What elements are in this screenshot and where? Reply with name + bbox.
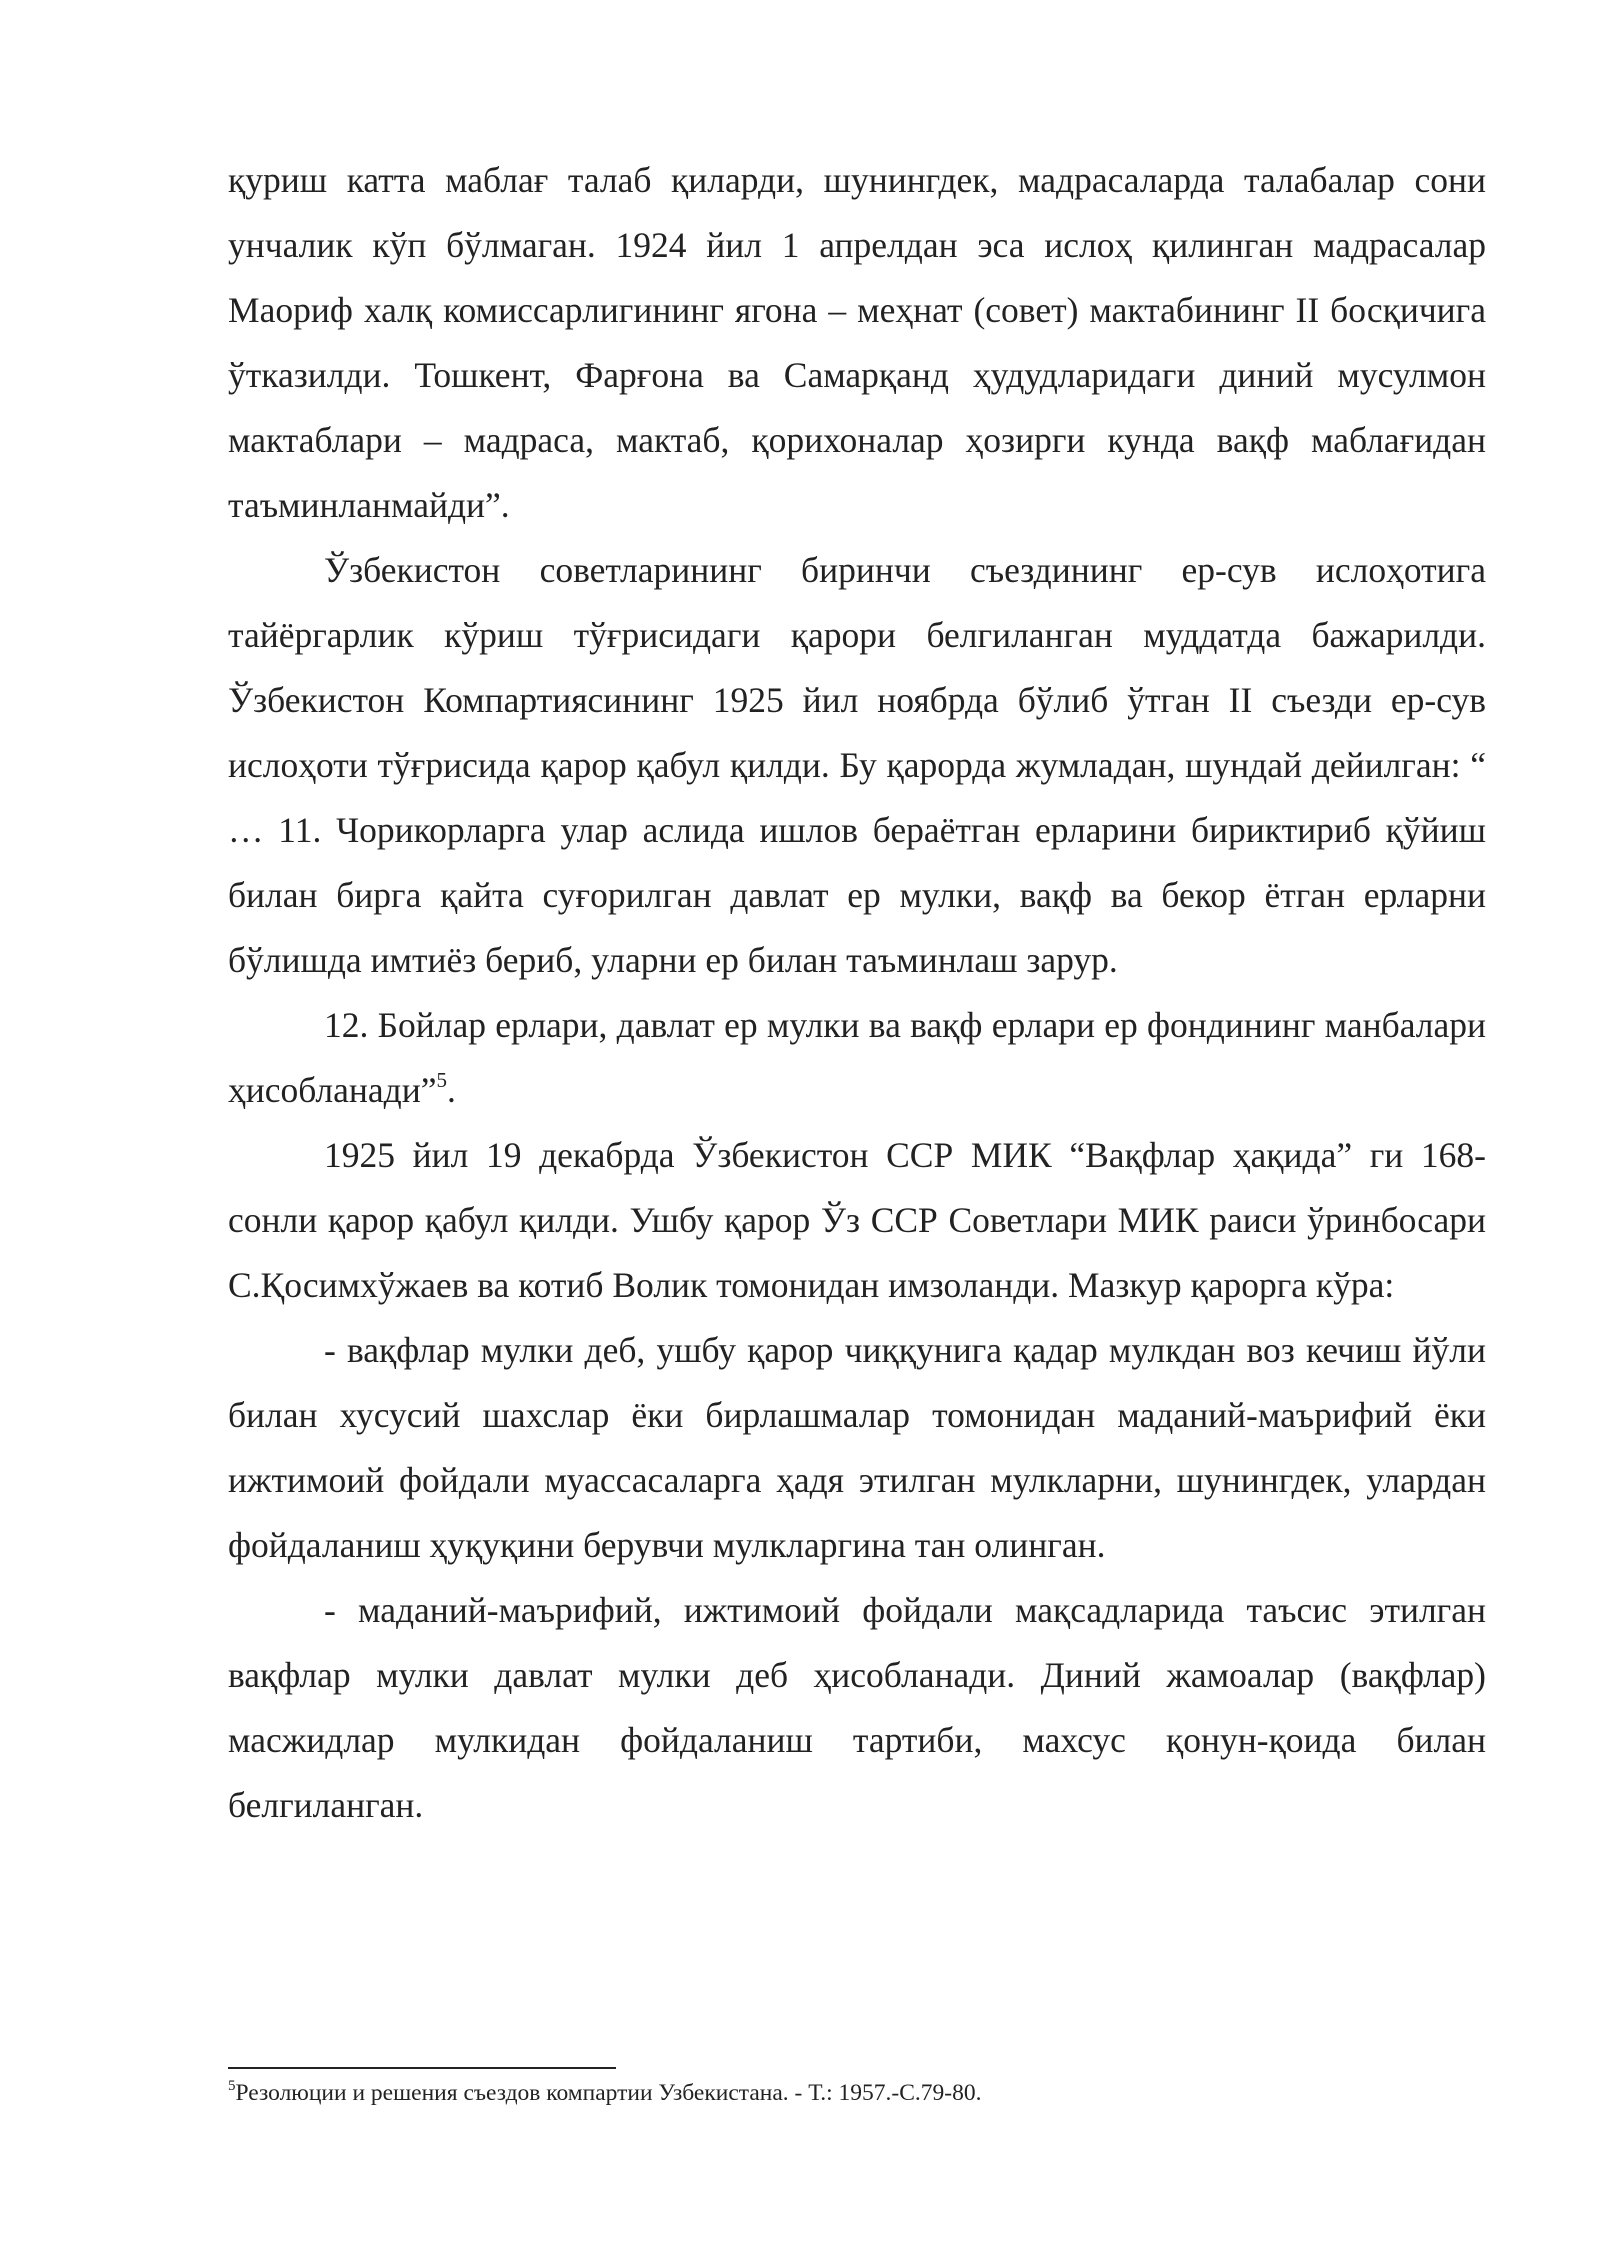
paragraph-6: - маданий-маърифий, ижтимоий фойдали мақсадларида таъсис этилган вақфлар мулки давлат мулки деб ҳисобланади. Диний жамоалар (вақфлар) масжидлар мулкидан фойдаланиш тартиби, махсус қонун-қоида билан белгиланган.: [228, 1590, 1486, 1825]
paragraph-3-suffix: .: [446, 1070, 456, 1110]
paragraph-3: [228, 993, 1486, 1123]
footnote-separator: [228, 2067, 616, 2069]
paragraph-5: - вақфлар мулки деб, ушбу қарор чиққунига қадар мулкдан воз кечиш йўли билан хусусий шахслар ёки бирлашмалар томонидан маданий-маърифий ёки ижтимоий фойдали муассасаларга ҳадя этилган мулкларни, шунингдек, улардан фойдаланиш ҳуқуқини берувчи мулкларгина тан олинган.: [228, 1330, 1486, 1565]
paragraph-3-text: 12. Бойлар ерлари, давлат ер мулки ва вақф ерлари ер фондининг манбалари ҳисобланади”: [228, 1005, 1486, 1110]
paragraph-2: Ўзбекистон советларининг биринчи съездининг ер-сув ислоҳотига тайёргарлик кўриш тўғрисидаги қарори белгиланган муддатда бажарилди. Ўзбекистон Компартиясининг 1925 йил ноябрда бўлиб ўтган II съезди ер-сув ислоҳоти тўғрисида қарор қабул қилди. Бу қарорда жумладан, шундай дейилган: “ … 11. Чорикорларга улар аслида ишлов бераётган ерларини бириктириб қўйиш билан бирга қайта суғорилган давлат ер мулки, вақф ва бекор ётган ерларни бўлишда имтиёз бериб, уларни ер билан таъминлаш зарур.: [228, 550, 1486, 980]
body-text: [228, 148, 1486, 1838]
footnote: [228, 2077, 1486, 2109]
footnote-reference[interactable]: 5: [436, 1068, 447, 1093]
footnote-number: 5: [228, 2078, 236, 2095]
paragraph-4: 1925 йил 19 декабрда Ўзбекистон ССР МИК “Вақфлар ҳақида” ги 168-сонли қарор қабул қилди. Ушбу қарор Ўз ССР Советлари МИК раиси ўринбосари С.Қосимхўжаев ва котиб Волик томонидан имзоланди. Мазкур қарорга кўра:: [228, 1135, 1486, 1305]
paragraph-1: қуриш катта маблағ талаб қиларди, шунингдек, мадрасаларда талабалар сони унчалик кўп бўлмаган. 1924 йил 1 апрелдан эса ислоҳ қилинган мадрасалар Маориф халқ комиссарлигининг ягона – меҳнат (совет) мактабининг II босқичига ўтказилди. Тошкент, Фарғона ва Самарқанд ҳудудларидаги диний мусулмон мактаблари – мадраса, мактаб, қорихоналар ҳозирги кунда вақф маблағидан таъминланмайди”.: [228, 160, 1486, 525]
footnote-text: Резолюции и решения съездов компартии Узбекистана. - Т.: 1957.-С.79-80.: [235, 2080, 982, 2106]
